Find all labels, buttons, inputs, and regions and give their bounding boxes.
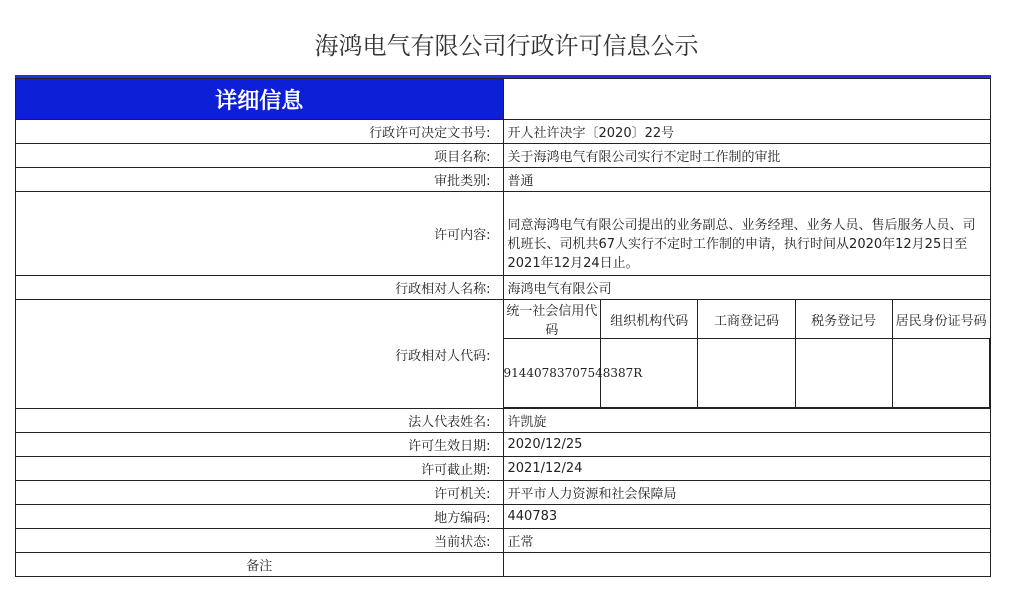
expiry-date-value: 2021/12/24: [503, 457, 991, 481]
table-row: [16, 120, 991, 144]
table-row: [16, 192, 991, 276]
code-subtable: [504, 300, 991, 408]
approval-type-label: 审批类别:: [16, 168, 504, 192]
approval-type-value: 普通: [503, 168, 991, 192]
table-row: [16, 529, 991, 553]
content-value: 同意海鸿电气有限公司提出的业务副总、业务经理、业务人员、售后服务人员、司机班长、司机共67人实行不定时工作制的申请，执行时间从2020年12月25日至2021年12月24日止。: [503, 192, 991, 276]
counterparty-code-label: 行政相对人代码:: [16, 300, 504, 409]
region-code-value: 440783: [503, 505, 991, 529]
remark-value: [503, 553, 991, 577]
code-value-business: [698, 339, 795, 408]
code-header-credit: 统一社会信用代码: [504, 300, 601, 339]
authority-value: 开平市人力资源和社会保障局: [503, 481, 991, 505]
counterparty-name-label: 行政相对人名称:: [16, 276, 504, 300]
table-row: [16, 300, 991, 409]
code-value-tax: [795, 339, 892, 408]
header-row: [16, 79, 991, 120]
page-title: 海鸿电气有限公司行政许可信息公示: [314, 32, 699, 60]
authority-label: 许可机关:: [16, 481, 504, 505]
effective-date-value: 2020/12/25: [503, 433, 991, 457]
region-code-label: 地方编码:: [16, 505, 504, 529]
counterparty-code-cell: [503, 300, 991, 409]
table-row: [16, 481, 991, 505]
code-header-tax: 税务登记号: [795, 300, 892, 339]
table-row: [16, 409, 991, 433]
table-row: [16, 144, 991, 168]
code-header-org: 组织机构代码: [601, 300, 698, 339]
project-value: 关于海鸿电气有限公司实行不定时工作制的审批: [503, 144, 991, 168]
status-value: 正常: [503, 529, 991, 553]
code-value-id: [892, 339, 989, 408]
code-value-credit: 91440783707548387R: [504, 339, 601, 408]
project-label: 项目名称:: [16, 144, 504, 168]
section-header: 详细信息: [16, 79, 504, 120]
content-label: 许可内容:: [16, 192, 504, 276]
table-row: [16, 433, 991, 457]
code-header-id: 居民身份证号码: [892, 300, 989, 339]
doc-no-label: 行政许可决定文书号:: [16, 120, 504, 144]
remark-label: 备注: [16, 553, 504, 577]
header-spacer: [503, 79, 991, 120]
effective-date-label: 许可生效日期:: [16, 433, 504, 457]
code-header-business: 工商登记码: [698, 300, 795, 339]
doc-no-value: 开人社许决字〔2020〕22号: [503, 120, 991, 144]
detail-panel: [15, 75, 991, 577]
table-row: [16, 457, 991, 481]
expiry-date-label: 许可截止期:: [16, 457, 504, 481]
table-row: [16, 505, 991, 529]
table-row: [16, 553, 991, 577]
legal-rep-value: 许凯旋: [503, 409, 991, 433]
status-label: 当前状态:: [16, 529, 504, 553]
counterparty-name-value: 海鸿电气有限公司: [503, 276, 991, 300]
table-row: [16, 168, 991, 192]
legal-rep-label: 法人代表姓名:: [16, 409, 504, 433]
table-row: [16, 276, 991, 300]
info-table: [15, 78, 991, 577]
